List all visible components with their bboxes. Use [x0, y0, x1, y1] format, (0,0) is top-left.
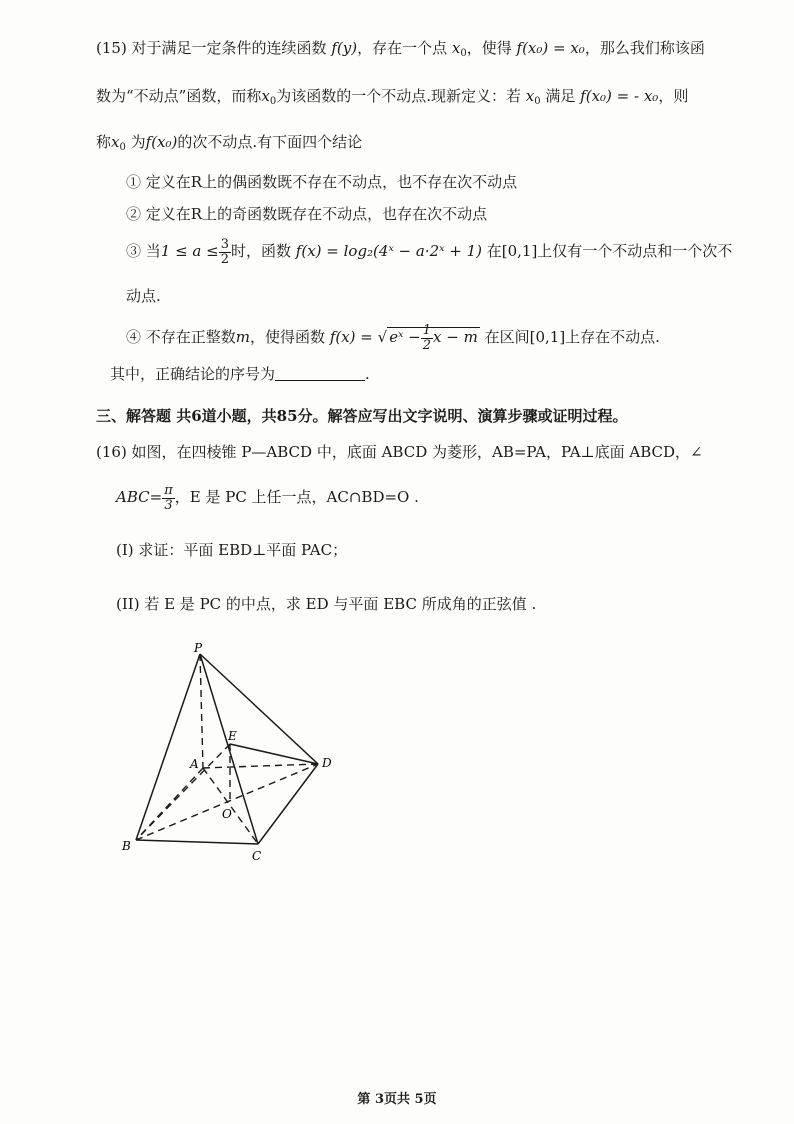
math-x0: x — [111, 133, 120, 151]
fraction-three-halves — [219, 238, 231, 267]
math-sub-fixed-point-eq: f(x₀) = - x₀ — [580, 87, 659, 105]
sqrt-part: x − m — [433, 328, 478, 346]
fraction-pi-thirds — [162, 484, 175, 513]
q15-text: 时，函数 — [231, 242, 292, 260]
edge-cd — [258, 764, 318, 844]
q15-text: 在区间[0,1]上存在不动点. — [484, 328, 660, 346]
subscript: 0 — [269, 96, 277, 107]
math-fy: f(y) — [331, 39, 358, 57]
denominator: 2 — [422, 337, 432, 353]
edge-ed — [230, 744, 318, 764]
math-x0: x — [525, 87, 535, 105]
q15-text: ，使得 — [466, 39, 512, 57]
sqrt-expression — [387, 322, 480, 353]
label-a: A — [190, 757, 199, 771]
math-x0: x — [261, 87, 270, 105]
fraction-one-half — [421, 324, 433, 353]
q16-line-2 — [116, 482, 419, 513]
q15-item-2: ② 定义在R上的奇函数既存在不动点，也存在次不动点 — [126, 205, 488, 223]
math-x0: x — [451, 39, 461, 57]
q15-text: 数为“不动点”函数，而称 — [96, 87, 262, 105]
math-fixed-point-eq: f(x₀) = x₀ — [516, 39, 585, 57]
sqrt-part: eˣ − — [389, 328, 421, 346]
q15-text: 的次不动点.有下面四个结论 — [177, 133, 363, 151]
q15-text: ，使得函数 — [250, 328, 326, 346]
q15-line-2 — [96, 86, 688, 112]
label-c: C — [252, 849, 262, 863]
answer-blank — [275, 366, 365, 381]
denominator: 3 — [164, 497, 173, 513]
q15-line-1 — [96, 38, 705, 64]
label-o: O — [222, 807, 232, 821]
edge-ab — [136, 768, 203, 840]
q15-item-1: ① 定义在R上的偶函数既不存在不动点，也不存在次不动点 — [126, 173, 518, 191]
numerator: π — [164, 482, 173, 498]
q15-text: ④ 不存在正整数 — [126, 328, 236, 346]
numerator: 1 — [422, 322, 432, 338]
label-b: B — [122, 839, 131, 853]
section-3-heading: 三、解答题 共6道小题，共85分。解答应写出文字说明、演算步骤或证明过程。 — [96, 407, 628, 425]
q16-line-1: (16) 如图，在四棱锥 P—ABCD 中，底面 ABCD 为菱形，AB=PA，PA⊥底面 ABCD，∠ — [96, 443, 703, 461]
edge-pd — [200, 654, 318, 764]
math-inequality: 1 ≤ a ≤ — [160, 242, 219, 260]
q15-text: ，则 — [658, 87, 689, 105]
edge-ac — [203, 768, 258, 844]
q15-text: ，存在一个点 — [357, 39, 448, 57]
q16-text: ，E 是 PC 上任一点，AC∩BD=O . — [174, 488, 419, 506]
q16-part-1: (I) 求证：平面 EBD⊥平面 PAC； — [116, 541, 348, 559]
q15-item-3-cont: 动点. — [126, 287, 161, 305]
q15-text: 为 — [130, 133, 146, 151]
q16-part-2: (II) 若 E 是 PC 的中点，求 ED 与平面 EBC 所成角的正弦值 . — [116, 595, 537, 613]
q16-text: ABC= — [116, 488, 163, 506]
edge-pb — [136, 654, 200, 840]
q15-line-3 — [96, 132, 362, 158]
label-d: D — [322, 756, 332, 770]
q15-text: 为该函数的一个不动点.现新定义：若 — [276, 87, 521, 105]
edge-eb — [136, 744, 230, 840]
math-log-function: f(x) = log₂(4ˣ − a·2ˣ + 1) — [295, 242, 482, 260]
pyramid-figure — [110, 640, 350, 870]
q15-text: (15) 对于满足一定条件的连续函数 — [96, 39, 327, 57]
q15-item-3 — [126, 236, 732, 267]
edge-ad — [203, 764, 318, 768]
denominator: 2 — [220, 251, 229, 267]
q15-ending: 其中，正确结论的序号为 . — [110, 365, 370, 383]
math-m: m — [235, 328, 251, 346]
page-footer: 第 3页共 5页 — [357, 1092, 437, 1107]
edge-bc — [136, 840, 258, 844]
q15-item-4: ④ 不存在正整数m，使得函数 f(x) = √ eˣ − $\frac{1}{2}$ x − m 在区间[0,1]上存在不动点. — [126, 322, 660, 353]
q15-text: 其中，正确结论的序号为 — [110, 365, 276, 383]
q15-text: 称 — [96, 133, 112, 151]
q15-text: ，那么我们称该函 — [584, 39, 705, 57]
math-fx: f(x) = — [329, 328, 373, 346]
label-e: E — [228, 729, 237, 743]
edge-bd — [136, 764, 318, 840]
edge-pa — [200, 654, 203, 768]
subscript: 0 — [534, 96, 541, 107]
subscript: 0 — [460, 48, 467, 59]
q15-text: ③ 当 — [126, 242, 161, 260]
label-p: P — [194, 641, 203, 655]
q15-text: 满足 — [545, 87, 576, 105]
numerator: 3 — [220, 236, 229, 252]
q15-text: 在[0,1]上仅有一个不动点和一个次不 — [486, 242, 733, 260]
subscript: 0 — [119, 142, 126, 153]
math-fx0: f(x₀) — [145, 133, 178, 151]
